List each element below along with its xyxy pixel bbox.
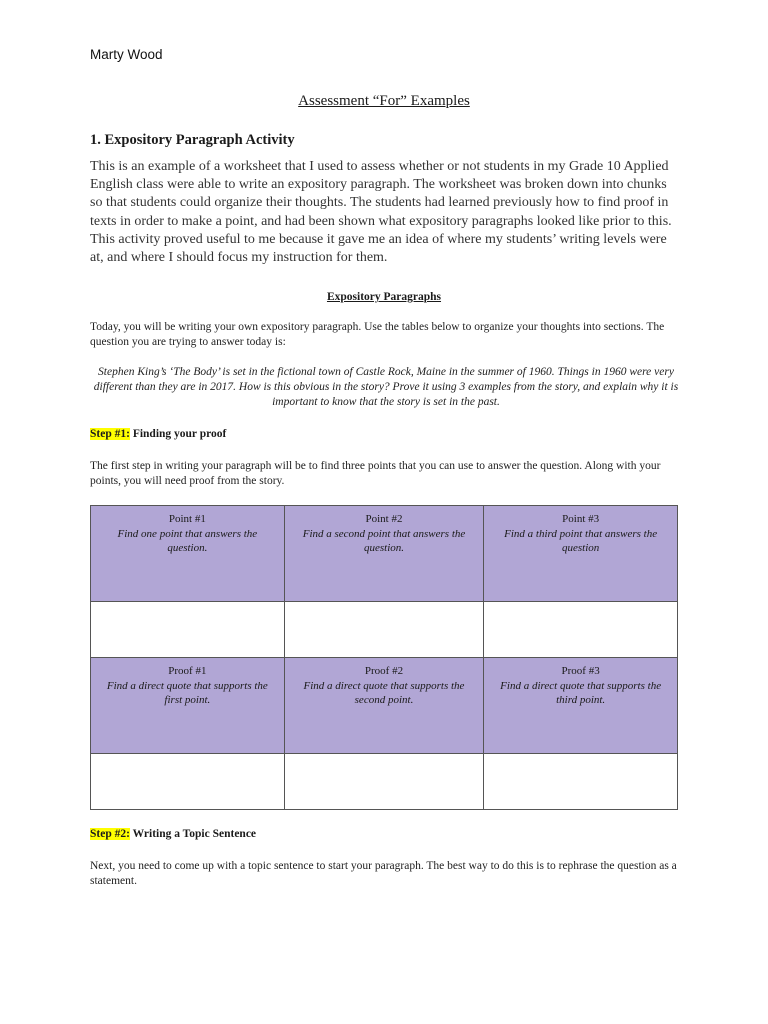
proof-3-desc: Find a direct quote that supports the third point. bbox=[500, 679, 662, 706]
page-title-text: Assessment “For” Examples bbox=[298, 93, 470, 109]
proofs-header-row bbox=[91, 658, 678, 754]
point-3-desc: Find a third point that answers the question bbox=[504, 527, 658, 554]
point-2-desc: Find a second point that answers the question. bbox=[302, 527, 466, 554]
step1-heading bbox=[90, 428, 226, 440]
proof-2-header bbox=[284, 658, 484, 754]
point-2-title: Point #2 bbox=[365, 513, 403, 525]
proof-1-answer-cell[interactable] bbox=[91, 754, 285, 810]
points-header-row bbox=[91, 506, 678, 602]
point-1-answer-cell[interactable] bbox=[91, 602, 285, 658]
page-title bbox=[0, 93, 768, 110]
points-answer-row bbox=[91, 602, 678, 658]
point-1-header bbox=[91, 506, 285, 602]
proof-3-answer-cell[interactable] bbox=[484, 754, 678, 810]
step2-text: Next, you need to come up with a topic sentence to start your paragraph. The best way to do this is to rephrase the question as a statement. bbox=[90, 860, 677, 887]
section-heading: 1. Expository Paragraph Activity bbox=[90, 132, 295, 148]
proof-2-title: Proof #2 bbox=[364, 665, 404, 677]
step1-text: The first step in writing your paragraph will be to find three points that you can use to answer the question. Along with your points, you will need proof from the story. bbox=[90, 460, 661, 487]
point-3-header bbox=[484, 506, 678, 602]
point-2-answer-cell[interactable] bbox=[284, 602, 484, 658]
step1-title: Finding your proof bbox=[132, 428, 227, 440]
worksheet-title-text: Expository Paragraphs bbox=[326, 291, 442, 303]
proof-3-header bbox=[484, 658, 678, 754]
intro-paragraph: This is an example of a worksheet that I used to assess whether or not students in my Grade 10 Applied English class were able to write an expository paragraph. The worksheet was broken down into chunks so that students could organize their thoughts. The students had learned previously how to find proof in texts in order to make a point, and had been shown what expository paragraphs looked like prior to this. This activity proved useful to me because it gave me an idea of where my students’ writing levels were at, and where I should focus my instruction for them. bbox=[90, 159, 672, 266]
proof-3-title: Proof #3 bbox=[561, 665, 600, 677]
step2-title: Writing a Topic Sentence bbox=[132, 828, 257, 840]
proof-table bbox=[90, 505, 678, 810]
point-3-answer-cell[interactable] bbox=[484, 602, 678, 658]
author-name: Marty Wood bbox=[90, 47, 163, 62]
proof-1-header bbox=[91, 658, 285, 754]
step1-label: Step #1: bbox=[90, 428, 130, 440]
proof-2-desc: Find a direct quote that supports the second point. bbox=[303, 679, 465, 706]
worksheet-instructions: Today, you will be writing your own expository paragraph. Use the tables below to organize your thoughts into sections. The question you are trying to answer today is: bbox=[90, 321, 665, 348]
point-3-title: Point #3 bbox=[562, 513, 600, 525]
point-2-header bbox=[284, 506, 484, 602]
point-1-desc: Find one point that answers the question. bbox=[117, 527, 258, 554]
worksheet-title bbox=[0, 291, 768, 303]
point-1-title: Point #1 bbox=[168, 513, 206, 525]
step2-heading bbox=[90, 828, 256, 840]
proof-1-title: Proof #1 bbox=[168, 665, 207, 677]
proof-1-desc: Find a direct quote that supports the first point. bbox=[106, 679, 268, 706]
step2-label: Step #2: bbox=[90, 828, 130, 840]
proofs-answer-row bbox=[91, 754, 678, 810]
worksheet-question: Stephen King’s ‘The Body’ is set in the fictional town of Castle Rock, Maine in the summer of 1960. Things in 1960 were very different than they are in 2017. How is this obvious in the story? Prove it using 3 examples from the story, and explain why it is important to know that the story is set in the past. bbox=[93, 366, 679, 408]
proof-2-answer-cell[interactable] bbox=[284, 754, 484, 810]
